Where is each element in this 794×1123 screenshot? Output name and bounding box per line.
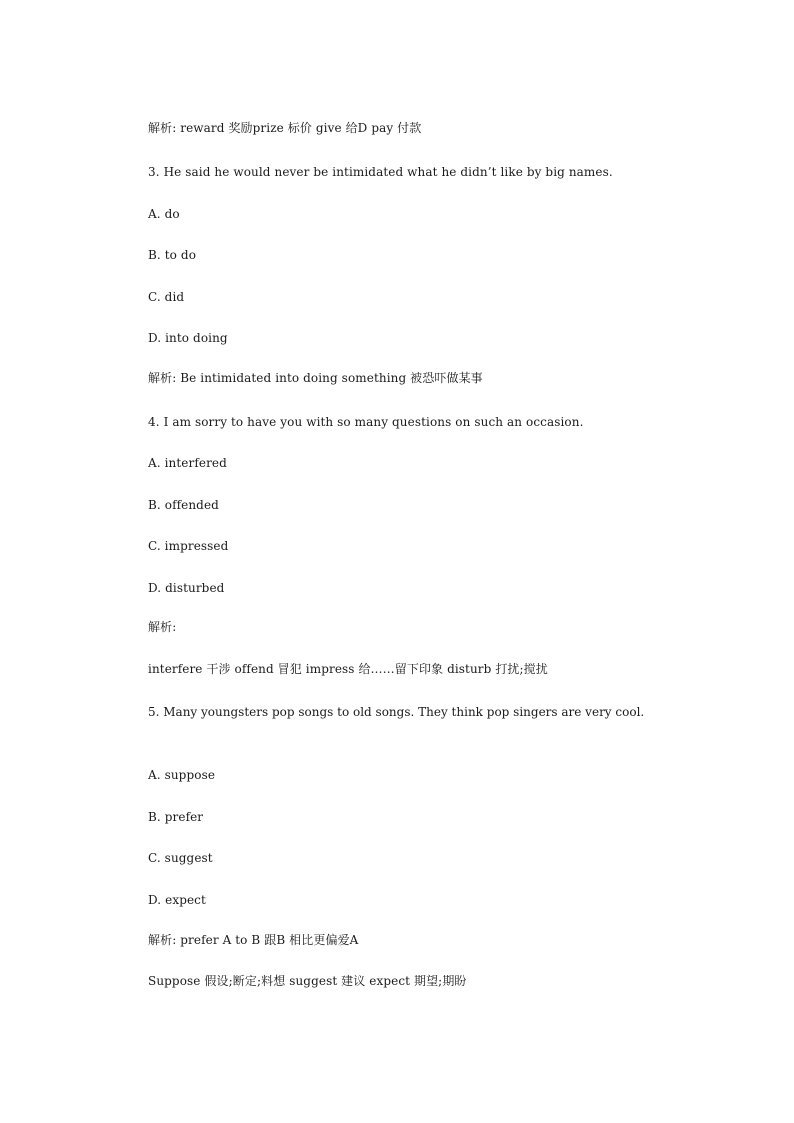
question-5: 5. Many youngsters pop songs to old songs. They think pop singers are very cool. <box>148 705 645 719</box>
analysis-q4: interfere 干涉 offend 冒犯 impress 给……留下印象 disturb 打扰;搅扰 <box>148 662 548 676</box>
analysis-q3: 解析: Be intimidated into doing something 被恐吓做某事 <box>148 371 483 385</box>
q5-option-d: D. expect <box>148 893 206 907</box>
q3-option-a: A. do <box>148 207 180 221</box>
analysis-q5-detail: Suppose 假设;断定;料想 suggest 建议 expect 期望;期盼 <box>148 974 467 988</box>
q5-option-b: B. prefer <box>148 810 204 824</box>
q5-option-a: A. suppose <box>148 768 216 782</box>
analysis-q4-heading: 解析: <box>148 620 177 634</box>
q3-option-b: B. to do <box>148 248 197 262</box>
analysis-q2: 解析: reward 奖励prize 标价 give 给D pay 付款 <box>148 121 422 135</box>
question-4: 4. I am sorry to have you with so many questions on such an occasion. <box>148 415 584 429</box>
q3-option-c: C. did <box>148 290 185 304</box>
q4-option-a: A. interfered <box>148 456 227 470</box>
q5-option-c: C. suggest <box>148 851 213 865</box>
question-3: 3. He said he would never be intimidated what he didn’t like by big names. <box>148 165 613 179</box>
q3-option-d: D. into doing <box>148 331 228 345</box>
q4-option-c: C. impressed <box>148 539 229 553</box>
analysis-q5: 解析: prefer A to B 跟B 相比更偏爱A <box>148 933 359 947</box>
q4-option-d: D. disturbed <box>148 581 225 595</box>
q4-option-b: B. offended <box>148 498 219 512</box>
